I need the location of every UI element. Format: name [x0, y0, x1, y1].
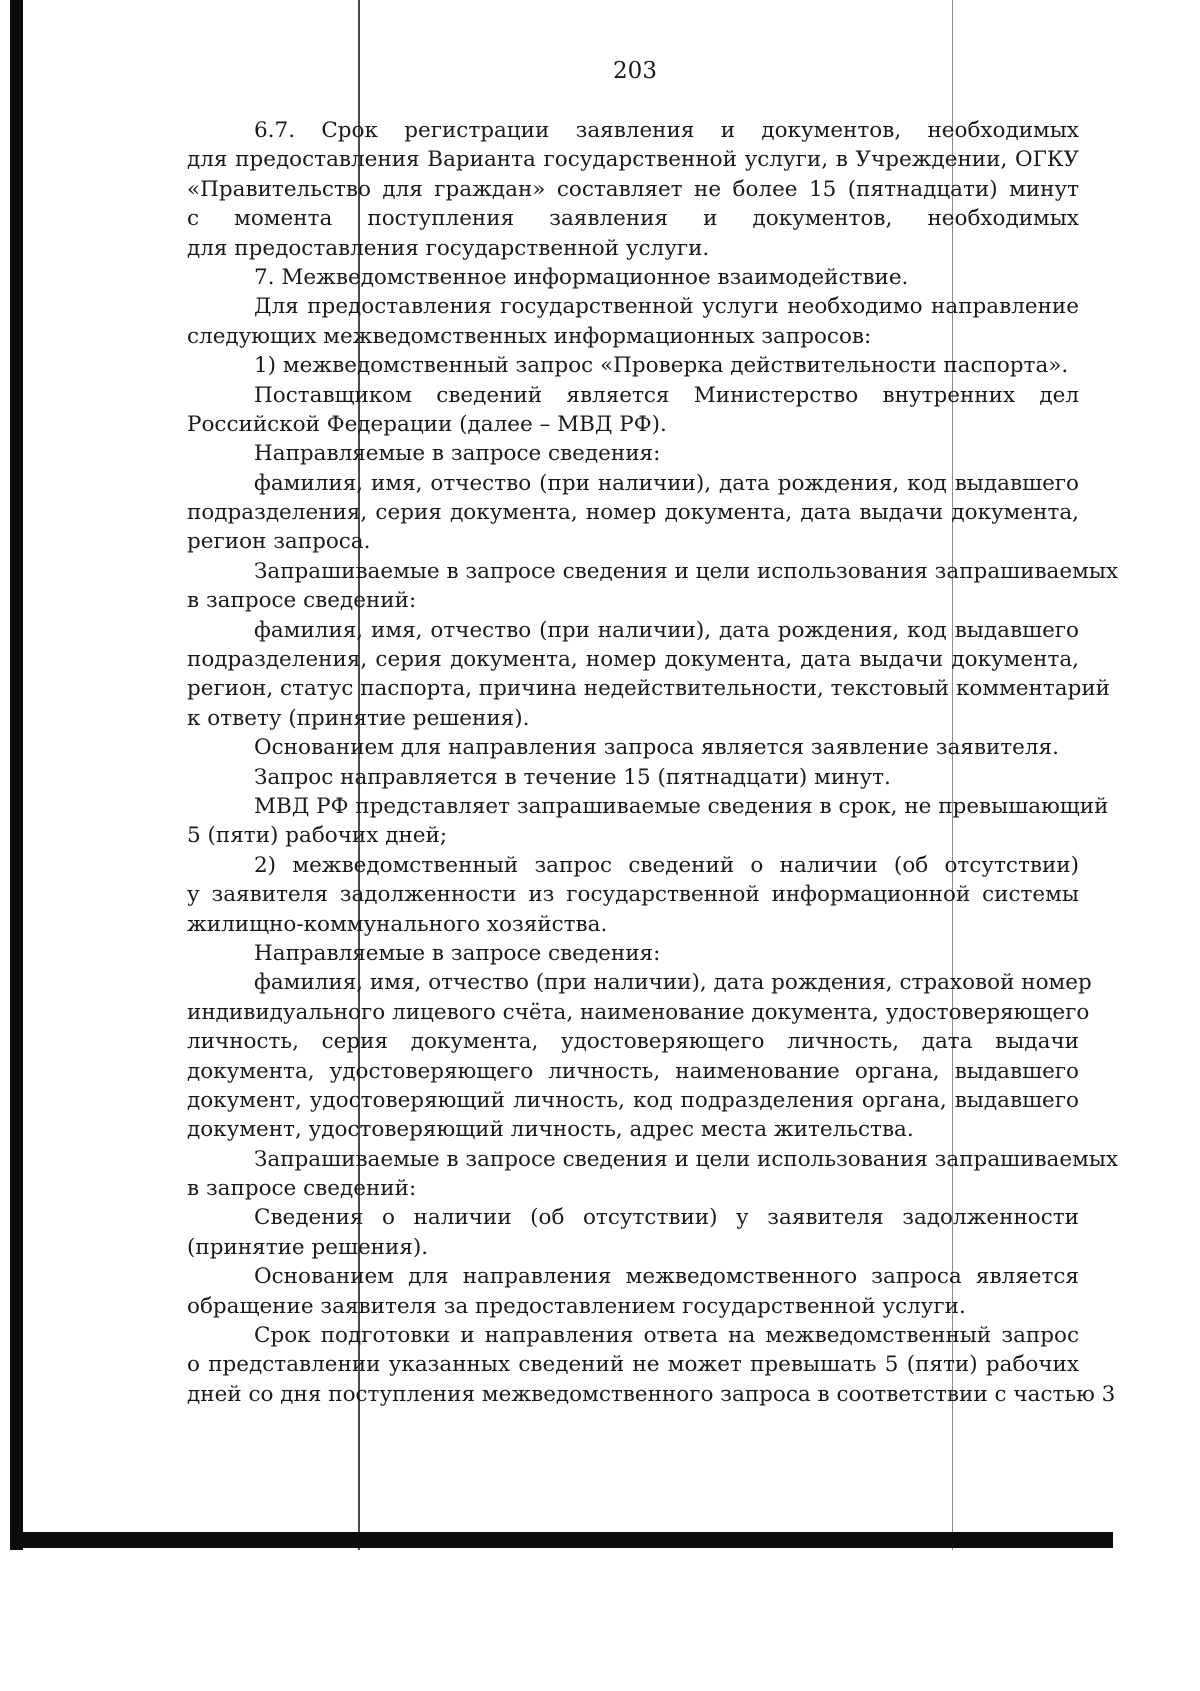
text-line: жилищно-коммунального хозяйства. — [187, 911, 608, 937]
text-line: для предоставления Варианта государственной услуги, в Учреждении, ОГКУ — [187, 147, 1079, 173]
text-line: регион, статус паспорта, причина недействительности, текстовый комментарий — [187, 676, 1110, 702]
text-line: у заявителя задолженности из государственной информационной системы — [187, 882, 1079, 908]
text-line: Основанием для направления межведомственного запроса является — [254, 1264, 1079, 1290]
text-line: Направляемые в запросе сведения: — [254, 940, 661, 966]
text-line: дней со дня поступления межведомственного запроса в соответствии с частью 3 — [187, 1381, 1116, 1407]
text-line: обращение заявителя за предоставлением государственной услуги. — [187, 1293, 966, 1319]
document-body — [187, 116, 1119, 1409]
text-line: Для предоставления государственной услуги необходимо направление — [254, 294, 1079, 320]
text-line: Направляемые в запросе сведения: — [254, 441, 661, 467]
text-line: 5 (пяти) рабочих дней; — [187, 823, 448, 849]
text-line: документ, удостоверяющий личность, код подразделения органа, выдавшего — [187, 1087, 1079, 1113]
text-line: регион запроса. — [187, 529, 371, 555]
text-line: в запросе сведений: — [187, 588, 417, 614]
text-line: следующих межведомственных информационных запросов: — [187, 323, 872, 349]
text-line: личность, серия документа, удостоверяющего личность, дата выдачи — [187, 1029, 1079, 1055]
text-line: Основанием для направления запроса является заявление заявителя. — [254, 735, 1059, 761]
text-line: МВД РФ представляет запрашиваемые сведения в срок, не превышающий — [254, 793, 1109, 819]
text-line: подразделения, серия документа, номер документа, дата выдачи документа, — [187, 500, 1079, 526]
text-line: документа, удостоверяющего личность, наименование органа, выдавшего — [187, 1058, 1079, 1084]
text-line: Запрашиваемые в запросе сведения и цели использования запрашиваемых — [254, 558, 1119, 584]
text-line: документ, удостоверяющий личность, адрес места жительства. — [187, 1117, 914, 1143]
text-line: фамилия, имя, отчество (при наличии), дата рождения, страховой номер — [254, 970, 1092, 996]
text-line: о представлении указанных сведений не может превышать 5 (пяти) рабочих — [187, 1352, 1079, 1378]
text-line: Поставщиком сведений является Министерство внутренних дел — [254, 382, 1079, 408]
scan-bottom-edge-bar — [20, 1532, 1113, 1548]
text-line: 1) межведомственный запрос «Проверка действительности паспорта». — [254, 353, 1069, 379]
text-line: Запрос направляется в течение 15 (пятнадцати) минут. — [254, 764, 891, 790]
page-number: 203 — [613, 58, 657, 84]
text-line: Запрашиваемые в запросе сведения и цели использования запрашиваемых — [254, 1146, 1119, 1172]
text-line: к ответу (принятие решения). — [187, 705, 530, 731]
text-line: индивидуального лицевого счёта, наименование документа, удостоверяющего — [187, 999, 1090, 1025]
text-line: 2) межведомственный запрос сведений о наличии (об отсутствии) — [254, 852, 1079, 878]
text-line: «Правительство для граждан» составляет не более 15 (пятнадцати) минут — [187, 176, 1079, 202]
text-line: (принятие решения). — [187, 1234, 429, 1260]
text-line: фамилия, имя, отчество (при наличии), дата рождения, код выдавшего — [254, 617, 1079, 643]
text-line: в запросе сведений: — [187, 1176, 417, 1202]
text-line: Российской Федерации (далее – МВД РФ). — [187, 411, 667, 437]
text-line: 6.7. Срок регистрации заявления и документов, необходимых — [254, 118, 1079, 143]
text-line: 7. Межведомственное информационное взаимодействие. — [254, 264, 909, 290]
scan-left-edge-bar — [10, 0, 23, 1550]
text-line: Сведения о наличии (об отсутствии) у заявителя задолженности — [254, 1205, 1079, 1231]
text-line: для предоставления государственной услуги. — [187, 235, 710, 261]
text-line: Срок подготовки и направления ответа на межведомственный запрос — [254, 1323, 1079, 1349]
text-line: фамилия, имя, отчество (при наличии), дата рождения, код выдавшего — [254, 470, 1079, 496]
text-line: с момента поступления заявления и документов, необходимых — [187, 206, 1079, 232]
text-line: подразделения, серия документа, номер документа, дата выдачи документа, — [187, 647, 1079, 673]
